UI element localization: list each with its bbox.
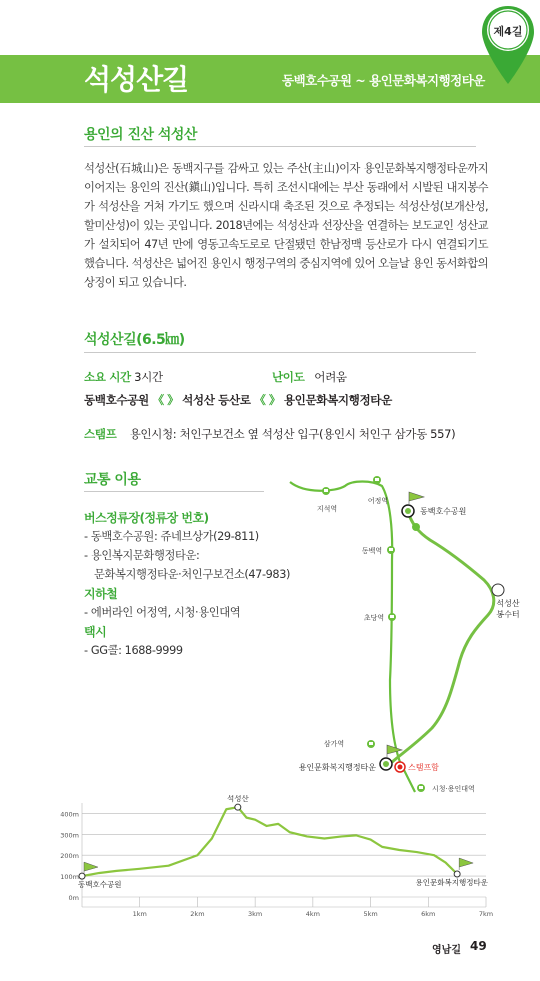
route-badge: 제4길 (493, 25, 523, 38)
intro-heading: 용인의 진산 석성산 (84, 127, 197, 143)
bus-line-2: - 용인복지문화행정타운: (84, 549, 200, 562)
intro-body: 석성산(石城山)은 동백지구를 감싸고 있는 주산(主山)이자 용인문화복지행정타운까지 이어지는 용인의 진산(鎭山)입니다. 특히 조선시대에는 부산 동래에서 시발된 내지봉수가 석성산을 거쳐 가기도 했으며 신라시대 축조된 것으로 추정되는 석성산성(보개산성, 할미산성)이 있는 곳입니다. 2018년에는 석성산과 선장산을 연결하는 보도교인 성산교가 설치되어 47년 만에 영동고속도로로 단절됐던 한남정맥 등산로가 다시 연결되기도 했습니다. 석성산은 넓어진 용인시 행정구역의 중심지역에 있어 오늘날 용인 동서화합의 상징이 되고 있습니다. (84, 162, 488, 289)
station-label: 시청·용인대역 (432, 785, 475, 793)
elevation-point (211, 838, 213, 840)
elevation-point (341, 836, 343, 838)
elevation-point (445, 862, 447, 864)
elevation-point (99, 872, 101, 874)
beacon-marker (492, 584, 504, 596)
elevation-point (399, 849, 401, 851)
peak-marker (235, 804, 241, 810)
stamp-label: 스탬프 (84, 427, 117, 441)
route-mid: 석성산 등산로 (182, 393, 251, 407)
stamp-box-label: 스탬프함 (408, 763, 439, 772)
subway-line-1: - 에버라인 어정역, 시청·용인대역 (84, 606, 241, 619)
hiking-route (392, 512, 494, 762)
footer-label: 영남길 (432, 945, 461, 956)
elevation-point (289, 831, 291, 833)
transport-heading: 교통 이용 (84, 472, 141, 488)
elevation-point (324, 838, 326, 840)
elevation-point (306, 836, 308, 838)
start-label: 동백호수공원 (420, 507, 467, 516)
x-tick-label: 7km (478, 910, 494, 918)
start-label: 동백호수공원 (78, 880, 122, 890)
difficulty-row (272, 369, 347, 385)
station-label: 동백역 (361, 547, 383, 555)
y-tick-label: 0m (68, 894, 79, 902)
elevation-point (433, 854, 435, 856)
x-tick-label: 4km (305, 910, 320, 918)
x-tick-label: 6km (421, 910, 436, 918)
elevation-point (355, 835, 357, 837)
map-pin-icon (480, 4, 536, 86)
subway-heading: 지하철 (84, 587, 118, 601)
x-tick-label: 5km (363, 910, 378, 918)
difficulty-value: 어려움 (314, 370, 347, 384)
page-number: 49 (470, 939, 487, 953)
station-label: 지석역 (316, 505, 338, 513)
taxi-line-1: - GG콜: 1688-9999 (84, 644, 183, 657)
elevation-point (225, 808, 227, 810)
peak-label: 석성산 (226, 795, 249, 804)
taxi-heading: 택시 (84, 625, 107, 639)
elevation-point (277, 823, 279, 825)
elevation-profile (56, 795, 504, 920)
rail-line (290, 482, 415, 793)
elevation-point (116, 870, 118, 872)
route-row (84, 392, 392, 408)
time-label: 소요 시간 (84, 370, 131, 384)
y-tick-label: 300m (60, 831, 79, 840)
bus-line-1: - 동백호수공원: 쥬네브상가(29-811) (84, 530, 259, 543)
x-tick-label: 1km (132, 910, 147, 918)
elevation-point (139, 868, 141, 870)
elevation-point (246, 817, 248, 819)
elevation-point (416, 851, 418, 853)
beacon-label: 석성산 봉수터 (496, 599, 520, 619)
elevation-point (168, 865, 170, 867)
route-title: 석성산길 (84, 63, 189, 96)
route-subtitle: 동백호수공원 ~ 용인문화복지행정타운 (282, 73, 485, 88)
elevation-point (266, 825, 268, 827)
difficulty-label: 난이도 (272, 370, 305, 384)
start-flag-icon (84, 862, 98, 874)
elevation-point (370, 839, 372, 841)
x-tick-label: 3km (248, 910, 263, 918)
route-start: 동백호수공원 (84, 393, 149, 407)
course-rule (84, 352, 476, 353)
route-sep-1: 《 》 (152, 393, 179, 407)
intro-rule (84, 146, 476, 147)
time-row (84, 369, 163, 385)
stamp-value: 용인시청: 처인구보건소 옆 석성산 입구(용인시 처인구 삼가동 557) (129, 427, 456, 441)
end-label: 용인문화복지행정타운 (298, 763, 376, 772)
transport-rule (84, 491, 264, 492)
station-label: 삼가역 (323, 740, 345, 748)
end-flag-icon (459, 858, 473, 870)
elevation-point (254, 819, 256, 821)
bus-heading: 버스정류장(정류장 번호) (84, 511, 209, 525)
route-end: 용인문화복지행정타운 (283, 393, 392, 407)
y-tick-label: 400m (60, 810, 79, 819)
end-label: 용인문화복지행정타운 (415, 878, 488, 888)
y-tick-label: 100m (60, 873, 79, 882)
x-tick-label: 2km (190, 910, 205, 918)
course-heading: 석성산길(6.5㎞) (84, 332, 185, 348)
start-flag-icon (409, 492, 424, 504)
end-marker (454, 871, 460, 877)
station-label: 어정역 (367, 497, 389, 505)
time-value: 3시간 (134, 370, 163, 384)
route-sep-2: 《 》 (254, 393, 281, 407)
elevation-line (82, 807, 457, 876)
route-map (270, 470, 540, 800)
bus-line-3: 문화복지행정타운·처인구보건소(47-983) (94, 568, 290, 581)
elevation-point (197, 854, 199, 856)
y-tick-label: 200m (60, 852, 79, 861)
station-label: 초당역 (363, 614, 385, 622)
elevation-point (381, 846, 383, 848)
stamp-row (84, 426, 455, 442)
